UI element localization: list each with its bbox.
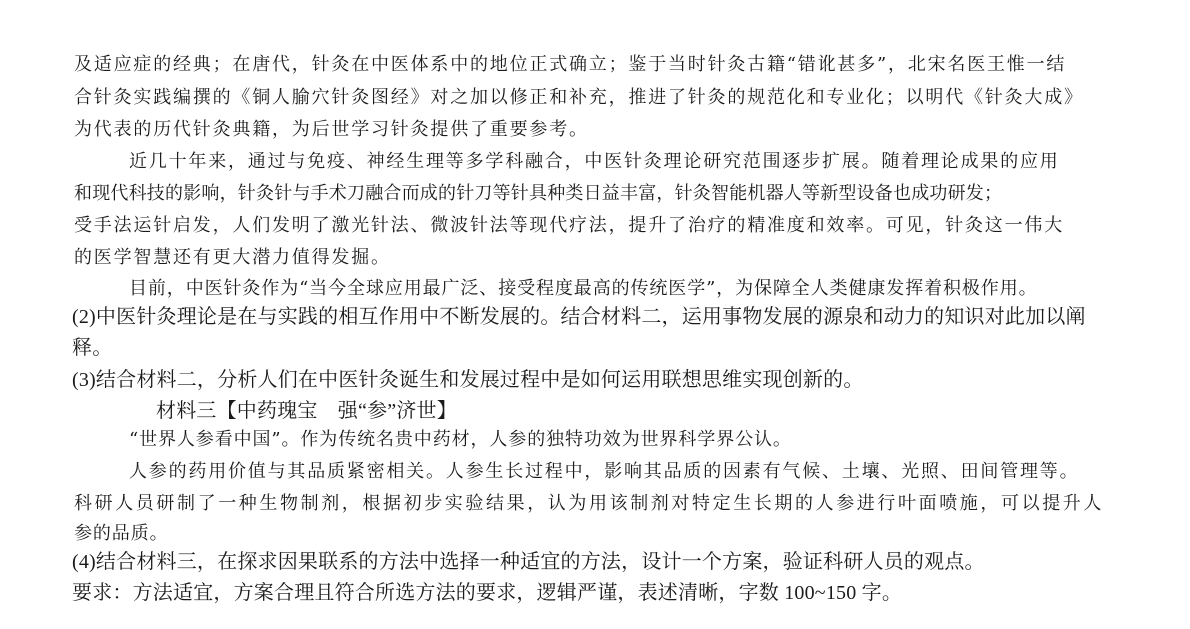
material-two-line-1: 及适应症的经典；在唐代，针灸在中医体系中的地位正式确立；鉴于当时针灸古籍“错讹甚多”，北宋名医王惟一结 bbox=[74, 54, 1067, 75]
material-three-para2-line-2: 科研人员研制了一种生物制剂，根据初步实验结果，认为用该制剂对特定生长期的人参进行叶面喷施，可以提升人 bbox=[74, 493, 1104, 514]
material-two-line-2: 合针灸实践编撰的《铜人腧穴针灸图经》对之加以修正和补充，推进了针灸的规范化和专业化；以明代《针灸大成》 bbox=[74, 87, 1084, 108]
material-two-para3: 目前，中医针灸作为“当今全球应用最广泛、接受程度最高的传统医学”，为保障全人类健康发挥着积极作用。 bbox=[129, 278, 1038, 299]
question-2-line-2: 释。 bbox=[72, 337, 113, 359]
material-two-para2-line-2: 和现代科技的影响，针灸针与手术刀融合而成的针刀等针具种类日益丰富，针灸智能机器人等新型设备也成功研发； bbox=[74, 183, 1003, 204]
material-two-para2-line-4: 的医学智慧还有更大潜力值得发掘。 bbox=[74, 247, 391, 268]
requirements: 要求：方法适宜，方案合理且符合所选方法的要求，逻辑严谨，表述清晰，字数 100~150 字。 bbox=[72, 582, 903, 604]
question-3: (3)结合材料二，分析人们在中医针灸诞生和发展过程中是如何运用联想思维实现创新的。 bbox=[72, 369, 864, 391]
material-two-para2-line-1: 近几十年来，通过与免疫、神经生理等多学科融合，中医针灸理论研究范围逐步扩展。随着理论成果的应用 bbox=[129, 151, 1060, 172]
question-2-line-1: (2)中医针灸理论是在与实践的相互作用中不断发展的。结合材料二，运用事物发展的源泉和动力的知识对此加以阐 bbox=[72, 306, 1086, 328]
material-three-para2-line-3: 参的品质。 bbox=[74, 523, 169, 544]
question-4: (4)结合材料三，在探求因果联系的方法中选择一种适宜的方法，设计一个方案，验证科研人员的观点。 bbox=[72, 551, 985, 573]
material-two-para2-line-3: 受手法运针启发，人们发明了激光针法、微波针法等现代疗法，提升了治疗的精准度和效率。可见，针灸这一伟大 bbox=[74, 215, 1064, 236]
material-three-para1: “世界人参看中国”。作为传统名贵中药材，人参的独特功效为世界科学界公认。 bbox=[129, 429, 792, 450]
material-three-title: 材料三【中药瑰宝 强“参”济世】 bbox=[156, 400, 457, 422]
material-three-para2-line-1: 人参的药用价值与其品质紧密相关。人参生长过程中，影响其品质的因素有气候、土壤、光照、田间管理等。 bbox=[129, 461, 1080, 482]
material-two-line-3: 为代表的历代针灸典籍，为后世学习针灸提供了重要参考。 bbox=[74, 119, 589, 140]
